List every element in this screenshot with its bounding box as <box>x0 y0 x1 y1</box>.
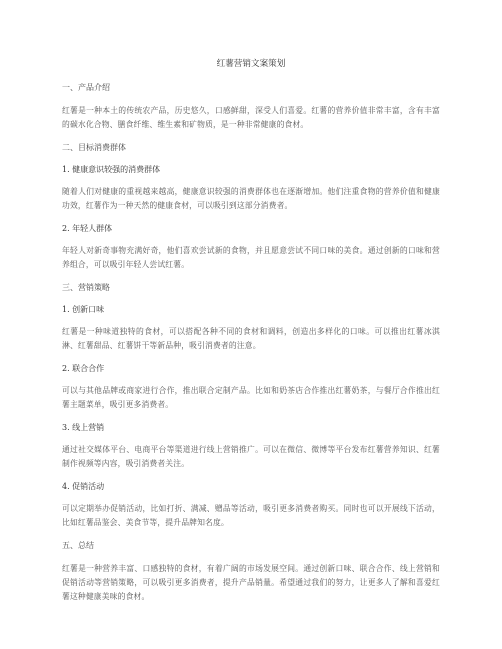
paragraph-promotions: 可以定期举办促销活动，比如打折、满减、赠品等活动，吸引更多消费者购买。同时也可以开展线下活动，比如红薯品鉴会、美食节等，提升品牌知名度。 <box>62 504 440 527</box>
subheading-online-marketing: 3. 线上营销 <box>62 423 105 432</box>
section-heading-target-consumers: 二、目标消费群体 <box>62 143 126 152</box>
section-heading-product-intro: 一、产品介绍 <box>62 83 110 92</box>
subheading-young-people: 2. 年轻人群体 <box>62 224 113 233</box>
document-title: 红薯营销文案策划 <box>216 59 286 69</box>
subheading-promotions: 4. 促销活动 <box>62 482 105 491</box>
paragraph-summary: 红薯是一种营养丰富、口感独特的食材，有着广阔的市场发展空间。通过创新口味、联合合作、线上营销和促销活动等营销策略，可以吸引更多消费者，提升产品销量。希望通过我们的努力，让更多人了解和喜爱红薯这种健康美味的食材。 <box>62 564 440 601</box>
paragraph-health-conscious: 随着人们对健康的重视越来越高，健康意识较强的消费群体也在逐渐增加。他们注重食物的营养价值和健康功效，红薯作为一种天然的健康食材，可以吸引到这部分消费者。 <box>62 187 440 210</box>
subheading-joint-cooperation: 2. 联合合作 <box>62 364 105 373</box>
section-heading-summary: 五、总结 <box>62 541 94 550</box>
paragraph-online-marketing: 通过社交媒体平台、电商平台等渠道进行线上营销推广。可以在微信、微博等平台发布红薯营养知识、红薯制作视频等内容，吸引消费者关注。 <box>62 445 440 468</box>
subheading-innovative-flavors: 1. 创新口味 <box>62 305 105 314</box>
paragraph-joint-cooperation: 可以与其他品牌或商家进行合作，推出联合定制产品。比如和奶茶店合作推出红薯奶茶，与餐厅合作推出红薯主题菜单，吸引更多消费者。 <box>62 386 440 409</box>
section-heading-marketing-strategy: 三、营销策略 <box>62 283 110 292</box>
subheading-health-conscious: 1. 健康意识较强的消费群体 <box>62 165 161 174</box>
paragraph-young-people: 年轻人对新奇事物充满好奇，他们喜欢尝试新的食物，并且愿意尝试不同口味的美食。通过创新的口味和营养组合，可以吸引年轻人尝试红薯。 <box>62 246 440 269</box>
paragraph-innovative-flavors: 红薯是一种味道独特的食材，可以搭配各种不同的食材和调料，创造出多样化的口味。可以推出红薯冰淇淋、红薯甜品、红薯饼干等新品种，吸引消费者的注意。 <box>62 327 440 350</box>
paragraph-product-intro: 红薯是一种本土的传统农产品，历史悠久，口感鲜甜，深受人们喜爱。红薯的营养价值非常丰富，含有丰富的碳水化合物、膳食纤维、维生素和矿物质，是一种非常健康的食材。 <box>62 106 440 129</box>
